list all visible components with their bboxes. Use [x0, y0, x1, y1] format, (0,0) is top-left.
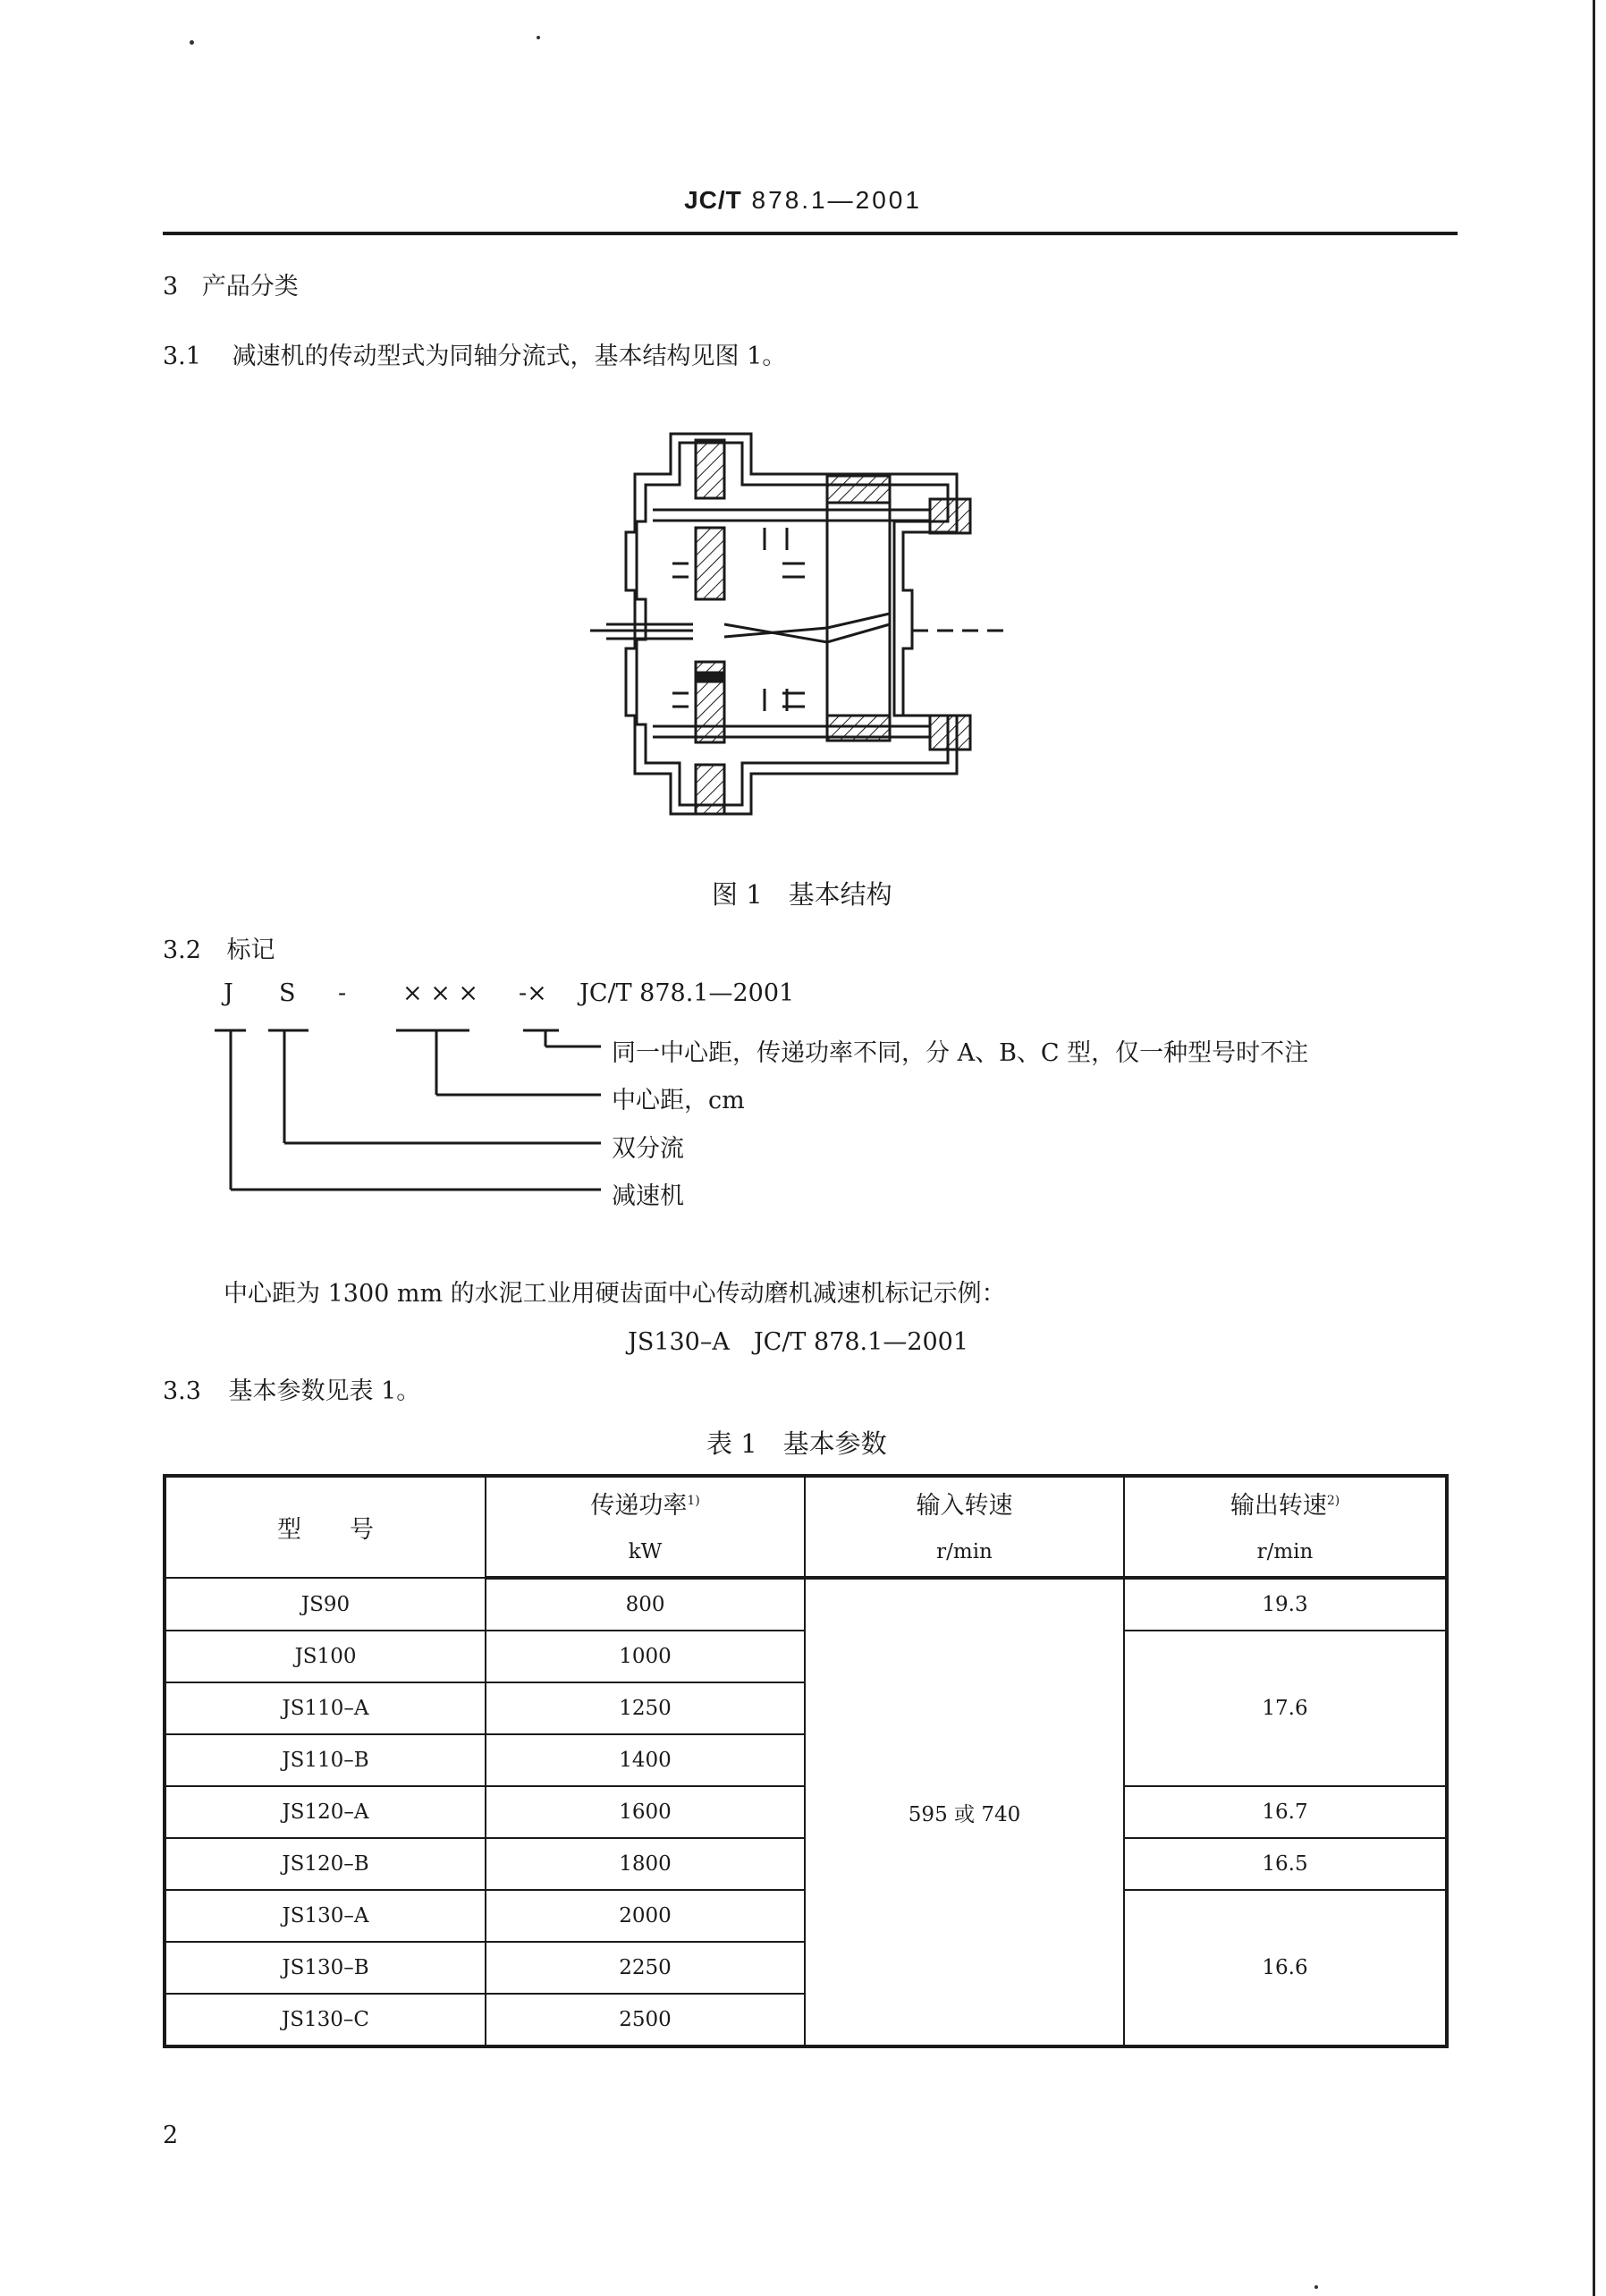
- mark-label-type: 同一中心距，传递功率不同，分 A、B、C 型，仅一种型号时不注: [612, 1039, 1309, 1067]
- cell-model: JS120–A: [165, 1786, 486, 1838]
- clause-text: 基本参数见表 1。: [228, 1377, 421, 1405]
- clause-title: 标记: [226, 936, 275, 964]
- header-power: 传递功率$^{1)}$: [486, 1476, 805, 1528]
- clause-number: 3.1: [163, 343, 201, 370]
- cell-output-speed: 16.7: [1124, 1786, 1447, 1838]
- standard-code: JC/T: [684, 186, 742, 214]
- cell-power: 2000: [486, 1890, 805, 1942]
- header-input-speed: 输入转速: [805, 1476, 1124, 1528]
- parameters-table: [163, 1474, 1449, 2048]
- cell-output-speed: 16.5: [1124, 1838, 1447, 1890]
- section-3-heading: [163, 267, 299, 301]
- scan-speck: [537, 36, 540, 39]
- section-title: 产品分类: [201, 273, 299, 301]
- page-edge-line: [1593, 0, 1595, 2296]
- cell-input-speed: 595 或 740: [805, 1578, 1124, 2046]
- mark-j: J: [224, 979, 233, 1007]
- mark-label-center-distance: 中心距，cm: [612, 1087, 745, 1114]
- header-output-speed: 输出转速$^{2)}$: [1124, 1476, 1447, 1528]
- clause-3-1: [163, 336, 786, 371]
- header-input-unit: r/min: [805, 1528, 1124, 1578]
- cell-power: 2250: [486, 1942, 805, 1994]
- table-1-caption: 表 1 基本参数: [706, 1428, 887, 1459]
- header-model: 型 号: [165, 1476, 486, 1578]
- clause-number: 3.2: [163, 936, 201, 964]
- header-power-unit: kW: [486, 1528, 805, 1578]
- mark-label-reducer: 减速机: [612, 1182, 684, 1210]
- cell-power: 1000: [486, 1631, 805, 1682]
- cell-power: 1800: [486, 1838, 805, 1890]
- cell-model: JS90: [165, 1578, 486, 1631]
- cell-power: 2500: [486, 1994, 805, 2046]
- header-power-note: 1): [687, 1493, 700, 1508]
- section-number: 3: [163, 273, 179, 301]
- mark-dash: -: [338, 979, 347, 1007]
- figure-1-structure-diagram: [590, 420, 1019, 841]
- cell-power: 1400: [486, 1734, 805, 1786]
- mark-x: -×: [519, 979, 547, 1007]
- cell-power: 800: [486, 1578, 805, 1631]
- header-output-note: 2): [1326, 1493, 1340, 1508]
- scan-speck: [190, 40, 194, 45]
- header-output-unit: r/min: [1124, 1528, 1447, 1578]
- clause-text: 减速机的传动型式为同轴分流式，基本结构见图 1。: [232, 343, 787, 370]
- clause-3-2: [163, 930, 275, 965]
- page-number: 2: [163, 2122, 179, 2149]
- marking-example-code: JS130–A JC/T 878.1—2001: [628, 1328, 969, 1356]
- cell-model: JS130–C: [165, 1994, 486, 2046]
- mark-standard: JC/T 878.1—2001: [579, 979, 795, 1007]
- cell-output-speed: 19.3: [1124, 1578, 1447, 1631]
- running-header: [0, 186, 1606, 215]
- cell-model: JS110–A: [165, 1682, 486, 1734]
- cell-model: JS110–B: [165, 1734, 486, 1786]
- clause-3-3: [163, 1371, 420, 1406]
- scan-speck: [1314, 2285, 1318, 2289]
- cell-output-speed: 17.6: [1124, 1631, 1447, 1786]
- mark-s: S: [279, 979, 296, 1007]
- cell-power: 1250: [486, 1682, 805, 1734]
- mark-xxx: × × ×: [402, 979, 479, 1007]
- header-rule: [163, 232, 1458, 235]
- marking-example-text: 中心距为 1300 mm 的水泥工业用硬齿面中心传动磨机减速机标记示例：: [224, 1280, 1006, 1308]
- figure-1-caption: 图 1 基本结构: [712, 879, 892, 910]
- marking-leader-lines: [179, 1020, 608, 1207]
- clause-number: 3.3: [163, 1377, 201, 1405]
- cell-model: JS100: [165, 1631, 486, 1682]
- cell-model: JS130–A: [165, 1890, 486, 1942]
- cell-model: JS120–B: [165, 1838, 486, 1890]
- cell-output-speed: 16.6: [1124, 1890, 1447, 2046]
- cell-model: JS130–B: [165, 1942, 486, 1994]
- standard-number: 878.1—2001: [751, 186, 922, 214]
- cell-power: 1600: [486, 1786, 805, 1838]
- mark-label-double-split: 双分流: [612, 1135, 684, 1163]
- table-row: [165, 1578, 1447, 1631]
